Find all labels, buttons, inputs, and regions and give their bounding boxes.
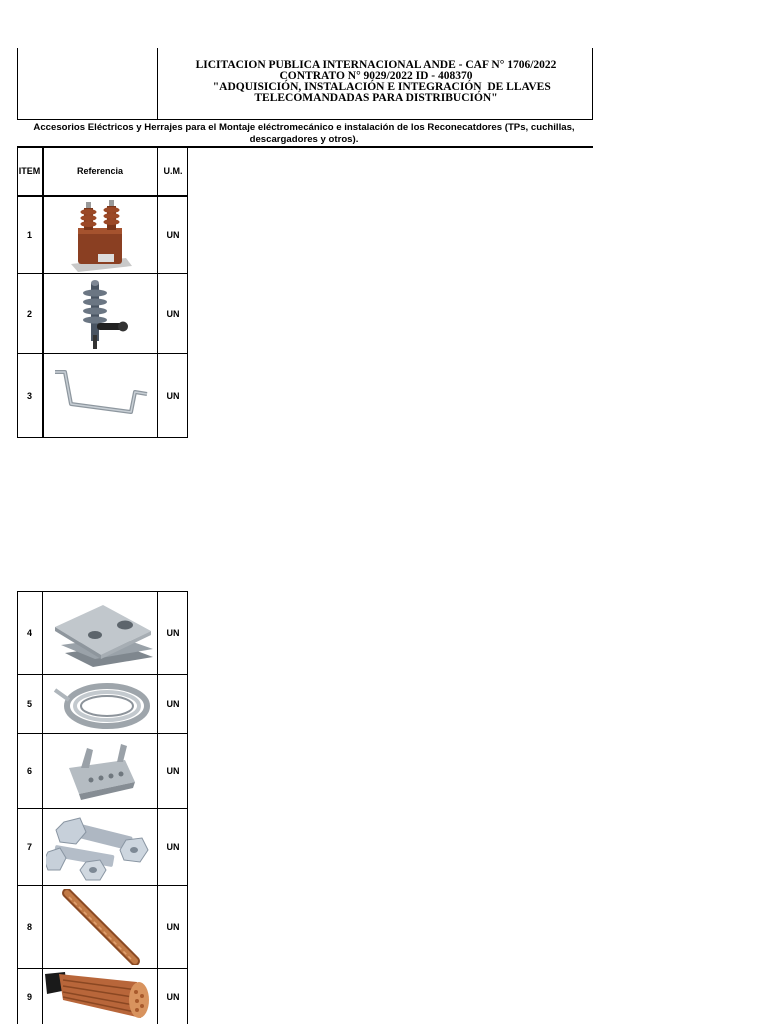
- row-1-item: 1: [26, 229, 32, 240]
- row-9-item: 9: [26, 991, 32, 1002]
- row-4-item: 4: [26, 628, 32, 638]
- steel-strap-roll-icon: [51, 676, 151, 732]
- row-7-reference: [43, 809, 158, 885]
- row-5-unit: UN: [166, 699, 180, 709]
- table-top-row-rule-2: [17, 353, 188, 354]
- table-bottom-row-rule-1: [17, 674, 188, 675]
- row-6-reference: [43, 734, 158, 808]
- square-washer-icon: [45, 595, 157, 671]
- table-top-left-border: [17, 147, 18, 438]
- surge-arrester-icon: [71, 277, 131, 351]
- table-bottom-top-rule: [17, 591, 188, 592]
- title-line-1: LICITACION PUBLICA INTERNACIONAL ANDE - CAF N° 1706/2022: [195, 59, 557, 71]
- column-header-reference: Referencia: [76, 166, 124, 176]
- document-title: [160, 60, 592, 104]
- row-4-unit: UN: [166, 628, 180, 638]
- header-bottom-rule: [17, 119, 593, 120]
- copper-wire-icon: [61, 889, 141, 965]
- table-top-bottom-rule: [17, 437, 188, 438]
- subtitle-line-2: descargadores y otros).: [249, 133, 359, 145]
- row-3-unit: UN: [166, 390, 180, 401]
- bolt-nut-icon: [46, 812, 156, 882]
- row-2-unit: UN: [166, 308, 180, 319]
- bracket-icon: [51, 366, 151, 426]
- table-bottom-row-rule-3: [17, 808, 188, 809]
- row-9-reference: [43, 969, 158, 1024]
- strap-buckle-icon: [61, 738, 141, 804]
- column-header-unit: U.M.: [163, 166, 183, 176]
- row-7-unit: UN: [166, 842, 180, 852]
- row-9-unit: UN: [166, 991, 180, 1002]
- row-3-reference: [43, 354, 158, 437]
- row-2-reference: [43, 274, 158, 353]
- table-bottom-row-rule-5: [17, 968, 188, 969]
- table-top-col-divider-1: [42, 147, 44, 438]
- title-line-2: CONTRATO N° 9029/2022 ID - 408370: [279, 70, 473, 82]
- row-8-reference: [43, 886, 158, 968]
- table-top-col-divider-2: [157, 147, 158, 438]
- row-8-unit: UN: [166, 922, 180, 932]
- table-top-row-rule-1: [17, 273, 188, 274]
- row-4-reference: [43, 592, 158, 674]
- row-6-unit: UN: [166, 766, 180, 776]
- table-bottom-row-rule-2: [17, 733, 188, 734]
- header-divider: [157, 48, 158, 119]
- subtitle-line-1: Accesorios Eléctricos y Herrajes para el Montaje eléctromecánico e instalación de los Reconecatdores (TPs, cuchillas,: [33, 122, 575, 133]
- title-line-3: "ADQUISICIÓN, INSTALACIÓN E INTEGRACIÓN DE LLAVES: [201, 81, 551, 93]
- row-2-item: 2: [26, 308, 32, 319]
- header-left-border: [17, 48, 18, 119]
- voltage-transformer-icon: [66, 198, 136, 272]
- row-3-item: 3: [26, 390, 32, 401]
- row-7-item: 7: [26, 842, 32, 852]
- table-bottom-row-rule-4: [17, 885, 188, 886]
- row-5-item: 5: [26, 699, 32, 709]
- header-right-border: [592, 48, 593, 119]
- section-subtitle: [18, 122, 590, 145]
- row-5-reference: [43, 675, 158, 733]
- column-header-item: ITEM: [18, 166, 41, 176]
- row-6-item: 6: [26, 766, 32, 776]
- table-top-right-border: [187, 147, 188, 438]
- row-8-item: 8: [26, 922, 32, 932]
- copper-cable-icon: [45, 970, 157, 1024]
- table-top-header-rule: [17, 195, 188, 197]
- row-1-unit: UN: [166, 229, 180, 240]
- row-1-reference: [43, 196, 158, 273]
- title-line-4: TELECOMANDADAS PARA DISTRIBUCIÓN": [254, 92, 498, 104]
